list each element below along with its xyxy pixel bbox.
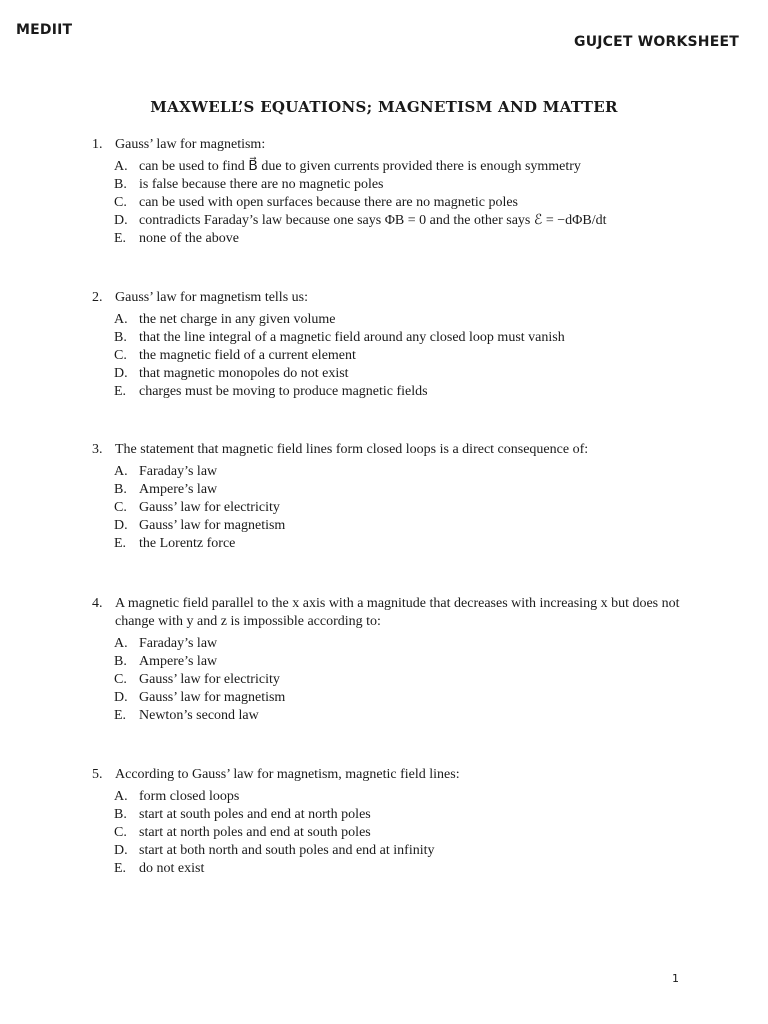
option-letter: A. — [114, 464, 128, 479]
option-text: form closed loops — [139, 789, 240, 804]
option-a — [114, 788, 692, 806]
option-letter: C. — [114, 500, 127, 515]
question-4 — [92, 595, 692, 725]
option-text: Faraday’s law — [139, 464, 218, 479]
option-text: that magnetic monopoles do not exist — [139, 366, 349, 381]
option-d — [114, 365, 692, 383]
option-b — [114, 653, 692, 671]
option-text: that the line integral of a magnetic field around any closed loop must vanish — [139, 330, 565, 345]
option-text: charges must be moving to produce magnetic fields — [139, 384, 428, 399]
option-b — [114, 481, 692, 499]
option-c — [114, 499, 692, 517]
options-list — [114, 635, 692, 725]
option-letter: C. — [114, 348, 127, 363]
option-text: Gauss’ law for electricity — [139, 672, 280, 687]
option-letter: D. — [114, 518, 128, 533]
question-2 — [92, 289, 692, 401]
question-text: According to Gauss’ law for magnetism, magnetic field lines: — [115, 767, 460, 782]
option-text: the Lorentz force — [139, 536, 236, 551]
option-letter: C. — [114, 195, 127, 210]
option-letter: D. — [114, 843, 128, 858]
option-e — [114, 860, 692, 878]
option-letter: A. — [114, 159, 128, 174]
option-text: start at north poles and end at south poles — [139, 825, 371, 840]
option-text: Gauss’ law for magnetism — [139, 518, 286, 533]
brand-name: MEDIIT — [16, 22, 73, 38]
option-text: can be used to find B⃗ due to given currents provided there is enough symmetry — [139, 159, 581, 174]
option-text: start at south poles and end at north poles — [139, 807, 371, 822]
option-d — [114, 517, 692, 535]
option-letter: E. — [114, 536, 127, 551]
option-text: Ampere’s law — [139, 654, 218, 669]
option-b — [114, 806, 692, 824]
options-list — [114, 311, 692, 401]
option-text: Newton’s second law — [139, 708, 259, 723]
option-text: contradicts Faraday’s law because one says ΦB = 0 and the other says ℰ = −dΦB/dt — [139, 213, 607, 228]
option-b — [114, 329, 692, 347]
option-text: the magnetic field of a current element — [139, 348, 356, 363]
option-c — [114, 671, 692, 689]
option-text: Ampere’s law — [139, 482, 218, 497]
option-letter: A. — [114, 636, 128, 651]
option-letter: E. — [114, 708, 127, 723]
option-letter: D. — [114, 366, 128, 381]
question-text: Gauss’ law for magnetism: — [115, 137, 266, 152]
option-letter: D. — [114, 690, 128, 705]
question-1 — [92, 136, 692, 248]
option-text: can be used with open surfaces because there are no magnetic poles — [139, 195, 519, 210]
question-number: 1. — [92, 137, 103, 152]
option-a — [114, 635, 692, 653]
option-d — [114, 842, 692, 860]
option-e — [114, 383, 692, 401]
question-text: The statement that magnetic field lines form closed loops is a direct consequence of: — [115, 442, 589, 457]
option-letter: B. — [114, 482, 127, 497]
options-list — [114, 158, 692, 248]
option-letter: A. — [114, 312, 128, 327]
question-3 — [92, 441, 692, 553]
question-number: 4. — [92, 596, 103, 611]
question-number: 3. — [92, 442, 103, 457]
question-text: A magnetic field parallel to the x axis with a magnitude that decreases with increasing x but does not change with y and z is impossible according to: — [115, 596, 680, 629]
option-text: Faraday’s law — [139, 636, 218, 651]
option-text: Gauss’ law for electricity — [139, 500, 280, 515]
option-text: is false because there are no magnetic poles — [139, 177, 384, 192]
option-a — [114, 463, 692, 481]
option-b — [114, 176, 692, 194]
question-number: 2. — [92, 290, 103, 305]
option-c — [114, 194, 692, 212]
option-e — [114, 230, 692, 248]
option-c — [114, 347, 692, 365]
option-c — [114, 824, 692, 842]
options-list — [114, 788, 692, 878]
question-text: Gauss’ law for magnetism tells us: — [115, 290, 308, 305]
option-letter: E. — [114, 861, 127, 876]
option-text: the net charge in any given volume — [139, 312, 336, 327]
question-5 — [92, 766, 692, 878]
option-a — [114, 158, 692, 176]
option-text: start at both north and south poles and end at infinity — [139, 843, 435, 858]
option-letter: B. — [114, 177, 127, 192]
option-e — [114, 707, 692, 725]
option-letter: C. — [114, 825, 127, 840]
option-text: do not exist — [139, 861, 205, 876]
option-letter: E. — [114, 384, 127, 399]
options-list — [114, 463, 692, 553]
option-text: Gauss’ law for magnetism — [139, 690, 286, 705]
option-letter: B. — [114, 330, 127, 345]
option-a — [114, 311, 692, 329]
worksheet-label: GUJCET WORKSHEET — [574, 34, 739, 50]
option-d — [114, 689, 692, 707]
option-letter: B. — [114, 807, 127, 822]
option-letter: C. — [114, 672, 127, 687]
option-e — [114, 535, 692, 553]
option-d — [114, 212, 692, 230]
option-letter: A. — [114, 789, 128, 804]
option-letter: B. — [114, 654, 127, 669]
page-title: MAXWELL’S EQUATIONS; MAGNETISM AND MATTER — [150, 98, 618, 116]
option-letter: E. — [114, 231, 127, 246]
question-number: 5. — [92, 767, 103, 782]
option-letter: D. — [114, 213, 128, 228]
option-text: none of the above — [139, 231, 239, 246]
page-number: 1 — [672, 972, 679, 985]
